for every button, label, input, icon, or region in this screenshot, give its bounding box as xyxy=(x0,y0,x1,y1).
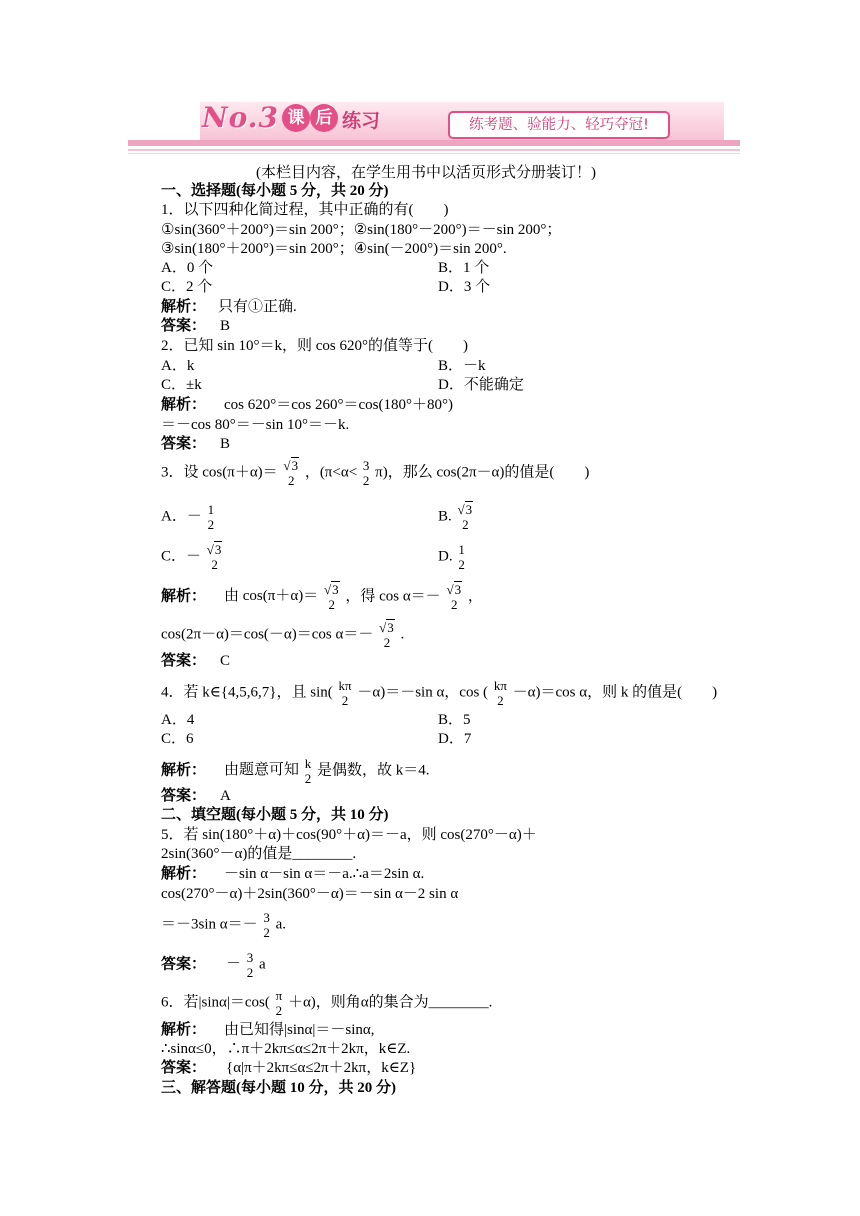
radicand: 3 xyxy=(465,502,473,517)
section-heading: 二、填空题(每小题 5 分，共 10 分) xyxy=(161,807,389,823)
q4-option-a: A．4 xyxy=(161,712,195,728)
q1-option-b: B．1 个 xyxy=(438,260,490,276)
radicand: 3 xyxy=(454,582,462,597)
q3-stem xyxy=(161,458,589,488)
fraction: √3 2 xyxy=(379,620,394,650)
fraction xyxy=(262,910,271,940)
hou-badge: 后 xyxy=(310,104,338,132)
answer-label: 答案： xyxy=(161,1060,207,1076)
q1-answer xyxy=(161,317,230,335)
q4-stem xyxy=(161,678,717,708)
q4-option-b: B．5 xyxy=(438,712,471,728)
analysis-label: 解析： xyxy=(161,1022,207,1038)
analysis-label: 解析： xyxy=(161,397,207,413)
denominator: 2 xyxy=(462,517,469,532)
q2-option-c: C．±k xyxy=(161,377,202,393)
answer-text: {α|π＋2kπ≤α≤2π＋2kπ，k∈Z} xyxy=(226,1060,417,1076)
q3-option-b xyxy=(438,502,475,532)
analysis-text: cos 620°＝cos 260°＝cos(180°＋80°) xyxy=(224,397,453,413)
banner-stripe xyxy=(128,153,740,154)
fraction xyxy=(362,458,371,488)
denominator: 2 xyxy=(275,1003,283,1018)
answer-label: 答案： xyxy=(161,956,207,973)
banner-stripe xyxy=(128,149,740,151)
radicand: 3 xyxy=(291,458,299,473)
fraction xyxy=(493,678,508,708)
numerator: 3 xyxy=(362,458,370,473)
q5-analysis-cont xyxy=(161,910,286,940)
denominator: 2 xyxy=(263,925,270,940)
denominator: 2 xyxy=(362,473,370,488)
analysis-text: 由已知得|sinα|＝－sinα, xyxy=(224,1022,375,1038)
analysis-text: 只有①正确. xyxy=(218,299,297,315)
binding-note: (本栏目内容，在学生用书中以活页形式分册装订！) xyxy=(256,165,596,181)
q5-analysis-cont: cos(270°－α)＋2sin(360°－α)＝－sin α－2 sin α xyxy=(161,886,459,902)
q2-analysis xyxy=(161,396,453,414)
option-label: C．－ xyxy=(161,548,202,565)
stem-text: －α)＝－sin α，cos ( xyxy=(357,684,489,701)
option-label: B. xyxy=(438,508,452,525)
q1-item-line: ①sin(360°＋200°)＝sin 200°；②sin(180°－200°)＝－sin 200°； xyxy=(161,222,562,238)
fraction: √3 2 xyxy=(283,458,299,488)
stem-text: ，(π<α< xyxy=(304,464,358,481)
analysis-text: ，得 cos α＝－ xyxy=(345,588,441,605)
radicand: 3 xyxy=(387,620,394,635)
q2-option-a: A．k xyxy=(161,358,195,374)
q1-stem: 1．以下四种化简过程，其中正确的有( ) xyxy=(161,202,449,218)
analysis-text: ＝－3sin α＝－ xyxy=(161,916,258,933)
header-banner xyxy=(128,100,740,158)
q2-analysis-cont: ＝－cos 80°＝－sin 10°＝－k. xyxy=(161,417,350,433)
denominator: 2 xyxy=(497,693,504,708)
radicand: 3 xyxy=(332,582,339,597)
answer-text: C xyxy=(220,653,231,669)
ke-badge: 课 xyxy=(282,104,310,132)
analysis-label: 解析： xyxy=(161,762,207,779)
numerator: 3 xyxy=(263,910,270,925)
analysis-text: . xyxy=(400,626,405,643)
q6-analysis xyxy=(161,1021,375,1039)
stem-text: 3．设 cos(π＋α)＝ xyxy=(161,464,278,481)
q1-item-line: ③sin(180°＋200°)＝sin 200°；④sin(－200°)＝sin 200°. xyxy=(161,241,507,257)
denominator: 2 xyxy=(328,597,335,612)
section-heading: 一、选择题(每小题 5 分，共 20 分) xyxy=(161,183,389,199)
q6-answer xyxy=(161,1059,416,1077)
numerator: 3 xyxy=(246,950,254,965)
answer-text: B xyxy=(220,436,231,452)
fraction xyxy=(207,502,216,532)
q2-answer xyxy=(161,435,230,453)
fraction: √3 2 xyxy=(457,502,473,532)
q1-option-d: D．3 个 xyxy=(438,279,491,295)
denominator: 2 xyxy=(246,965,254,980)
answer-label: 答案： xyxy=(161,653,207,669)
fraction xyxy=(457,542,466,572)
section-title: 练习 xyxy=(342,110,381,132)
q6-stem xyxy=(161,988,492,1018)
analysis-text: 由 cos(π＋α)＝ xyxy=(224,588,319,605)
q2-option-b: B．－k xyxy=(438,358,486,374)
answer-text: A xyxy=(220,788,231,804)
fraction xyxy=(304,756,313,786)
denominator: 2 xyxy=(451,597,458,612)
numerator: 1 xyxy=(207,502,215,517)
fraction: √3 2 xyxy=(323,582,339,612)
analysis-label: 解析： xyxy=(161,299,207,315)
analysis-text: a. xyxy=(275,916,287,933)
q1-analysis xyxy=(161,298,297,316)
denominator: 2 xyxy=(287,473,295,488)
section-heading: 三、解答题(每小题 10 分，共 20 分) xyxy=(161,1080,396,1096)
answer-label: 答案： xyxy=(161,788,207,804)
fraction xyxy=(338,678,353,708)
fraction xyxy=(246,950,255,980)
numerator: π xyxy=(275,988,283,1003)
q3-analysis xyxy=(161,582,483,612)
fraction: √3 2 xyxy=(206,542,222,572)
numerator: k xyxy=(304,756,312,771)
q4-analysis xyxy=(161,756,430,786)
stem-text: ＋α)，则角α的集合为________. xyxy=(287,994,493,1011)
q3-answer xyxy=(161,652,230,670)
answer-text: a xyxy=(259,956,266,973)
denominator: 2 xyxy=(341,693,349,708)
q3-option-c xyxy=(161,542,224,572)
q5-stem: 5．若 sin(180°＋α)＋cos(90°＋α)＝－a，则 cos(270°－α)＋ xyxy=(161,827,537,843)
q4-option-d: D．7 xyxy=(438,731,472,747)
q1-option-a: A．0 个 xyxy=(161,260,214,276)
denominator: 2 xyxy=(383,635,391,650)
denominator: 2 xyxy=(304,771,312,786)
q5-analysis xyxy=(161,865,424,883)
analysis-text: 由题意可知 xyxy=(224,762,300,779)
option-label: A．－ xyxy=(161,508,202,525)
q6-analysis-cont: ∴sinα≤0，∴π＋2kπ≤α≤2π＋2kπ，k∈Z. xyxy=(161,1041,411,1057)
slogan-box: 练考题、验能力、轻巧夺冠! xyxy=(448,111,670,139)
numerator: 1 xyxy=(458,542,465,557)
analysis-label: 解析： xyxy=(161,866,207,882)
stem-text: 4．若 k∈{4,5,6,7}，且 sin( xyxy=(161,684,333,701)
answer-label: 答案： xyxy=(161,318,207,334)
denominator: 2 xyxy=(207,517,215,532)
q2-option-d: D．不能确定 xyxy=(438,377,524,393)
analysis-text: ， xyxy=(467,588,483,605)
q5-stem-cont: 2sin(360°－α)的值是________. xyxy=(161,846,357,862)
analysis-text: 是偶数，故 k＝4. xyxy=(317,762,430,779)
q3-analysis-cont xyxy=(161,620,404,650)
analysis-text: －sin α－sin α＝－a.∴a＝2sin α. xyxy=(224,866,425,882)
answer-label: 答案： xyxy=(161,436,207,452)
stem-text: π)，那么 cos(2π－α)的值是( ) xyxy=(375,464,590,481)
fraction: √3 2 xyxy=(446,582,462,612)
numerator: kπ xyxy=(338,678,352,693)
q4-option-c: C．6 xyxy=(161,731,194,747)
stem-text: －α)＝cos α，则 k 的值是( ) xyxy=(512,684,718,701)
section-number: No.3 xyxy=(202,101,280,134)
q1-option-c: C．2 个 xyxy=(161,279,213,295)
denominator: 2 xyxy=(211,557,218,572)
answer-text: － xyxy=(226,956,242,973)
q2-stem: 2．已知 sin 10°＝k，则 cos 620°的值等于( ) xyxy=(161,338,468,354)
banner-stripe xyxy=(128,140,740,146)
option-label: D. xyxy=(438,548,453,565)
analysis-label: 解析： xyxy=(161,588,207,605)
answer-text: B xyxy=(220,318,231,334)
denominator: 2 xyxy=(458,557,465,572)
stem-text: 6．若|sinα|＝cos( xyxy=(161,994,270,1011)
fraction xyxy=(275,988,284,1018)
q4-answer xyxy=(161,787,231,805)
analysis-text: cos(2π－α)＝cos(－α)＝cos α＝－ xyxy=(161,626,374,643)
q3-option-a xyxy=(161,502,216,532)
radicand: 3 xyxy=(214,542,222,557)
q5-answer xyxy=(161,950,266,980)
q3-option-d xyxy=(438,542,467,572)
numerator: kπ xyxy=(493,678,507,693)
